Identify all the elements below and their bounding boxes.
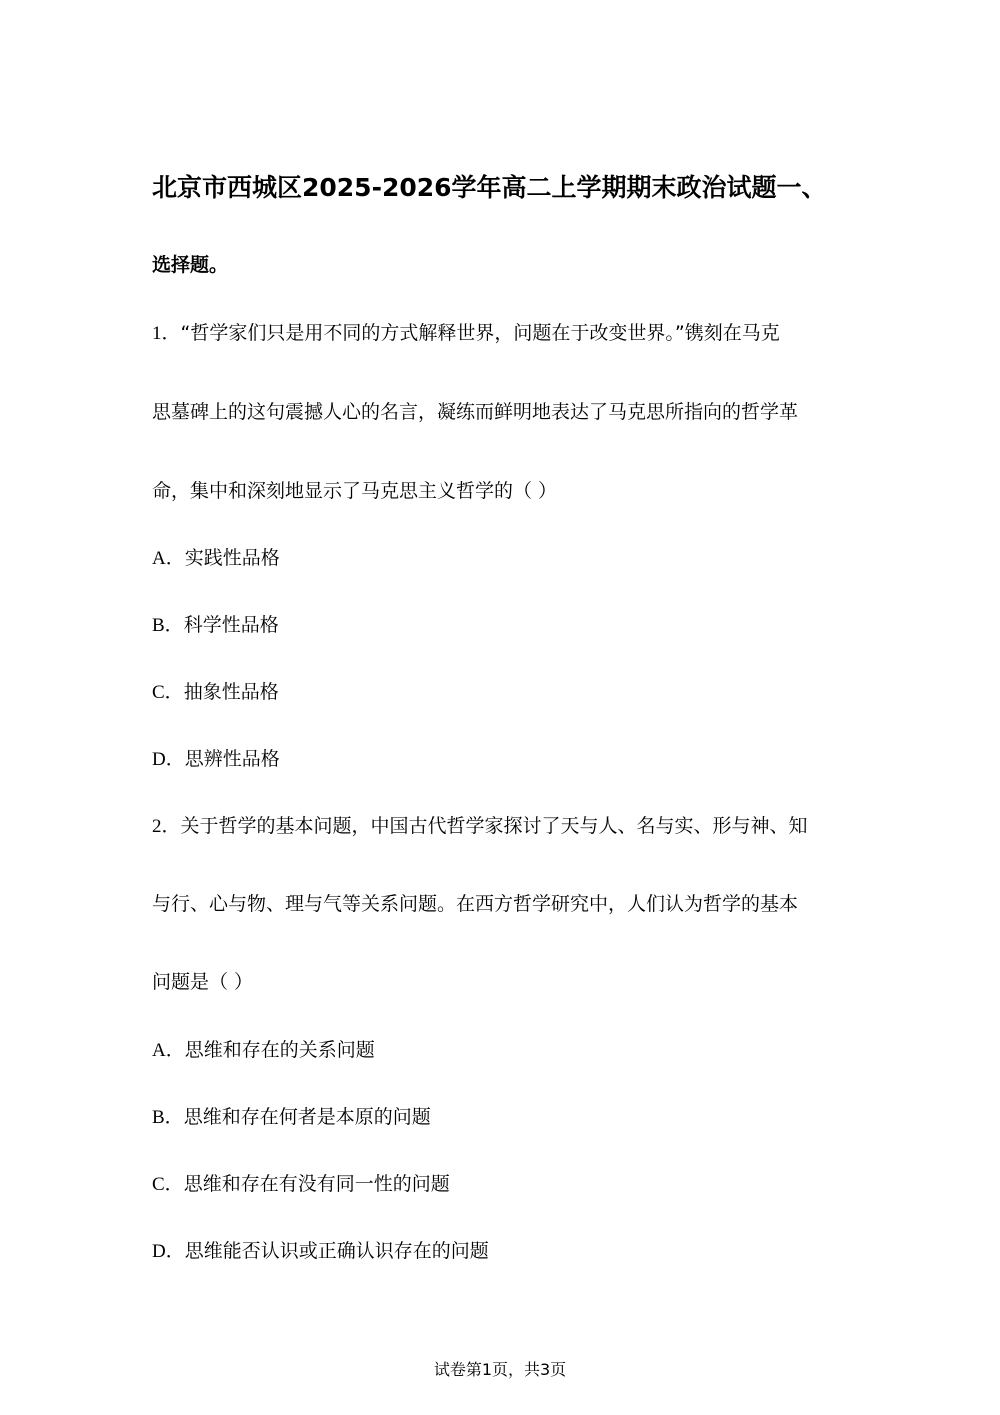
question-1-number: 1． (152, 323, 181, 344)
question-2-option-c: C．思维和存在有没有同一性的问题 (152, 1173, 450, 1195)
question-1-stem-line-1: 1．“哲学家们只是用不同的方式解释世界，问题在于改变世界。”镌刻在马克 (152, 322, 780, 344)
question-1-stem-line-2: 思墓碑上的这句震撼人心的名言，凝练而鲜明地表达了马克思所指向的哲学革 (152, 401, 799, 423)
question-1-option-d: D．思辨性品格 (152, 748, 280, 770)
question-1-option-b: B．科学性品格 (152, 614, 279, 636)
question-2-stem-line-3: 问题是（ ） (152, 971, 254, 993)
question-2-stem-line-2: 与行、心与物、理与气等关系问题。在西方哲学研究中，人们认为哲学的基本 (152, 893, 799, 915)
page-footer: 试卷第1页，共3页 (433, 1360, 567, 1379)
document-title: 北京市西城区2025-2026学年高二上学期期末政治试题一、 (152, 173, 827, 202)
question-1-option-c: C．抽象性品格 (152, 681, 279, 703)
question-2-number: 2． (152, 816, 181, 837)
question-2-option-a: A．思维和存在的关系问题 (152, 1039, 375, 1061)
question-2-stem-line-1: 2．关于哲学的基本问题，中国古代哲学家探讨了天与人、名与实、形与神、知 (152, 815, 808, 837)
question-2-option-d: D．思维能否认识或正确认识存在的问题 (152, 1240, 489, 1262)
question-1-stem-line-3: 命，集中和深刻地显示了马克思主义哲学的（ ） (152, 480, 558, 502)
question-2-option-b: B．思维和存在何者是本原的问题 (152, 1106, 431, 1128)
section-heading: 选择题。 (152, 254, 229, 276)
question-1-option-a: A．实践性品格 (152, 547, 280, 569)
